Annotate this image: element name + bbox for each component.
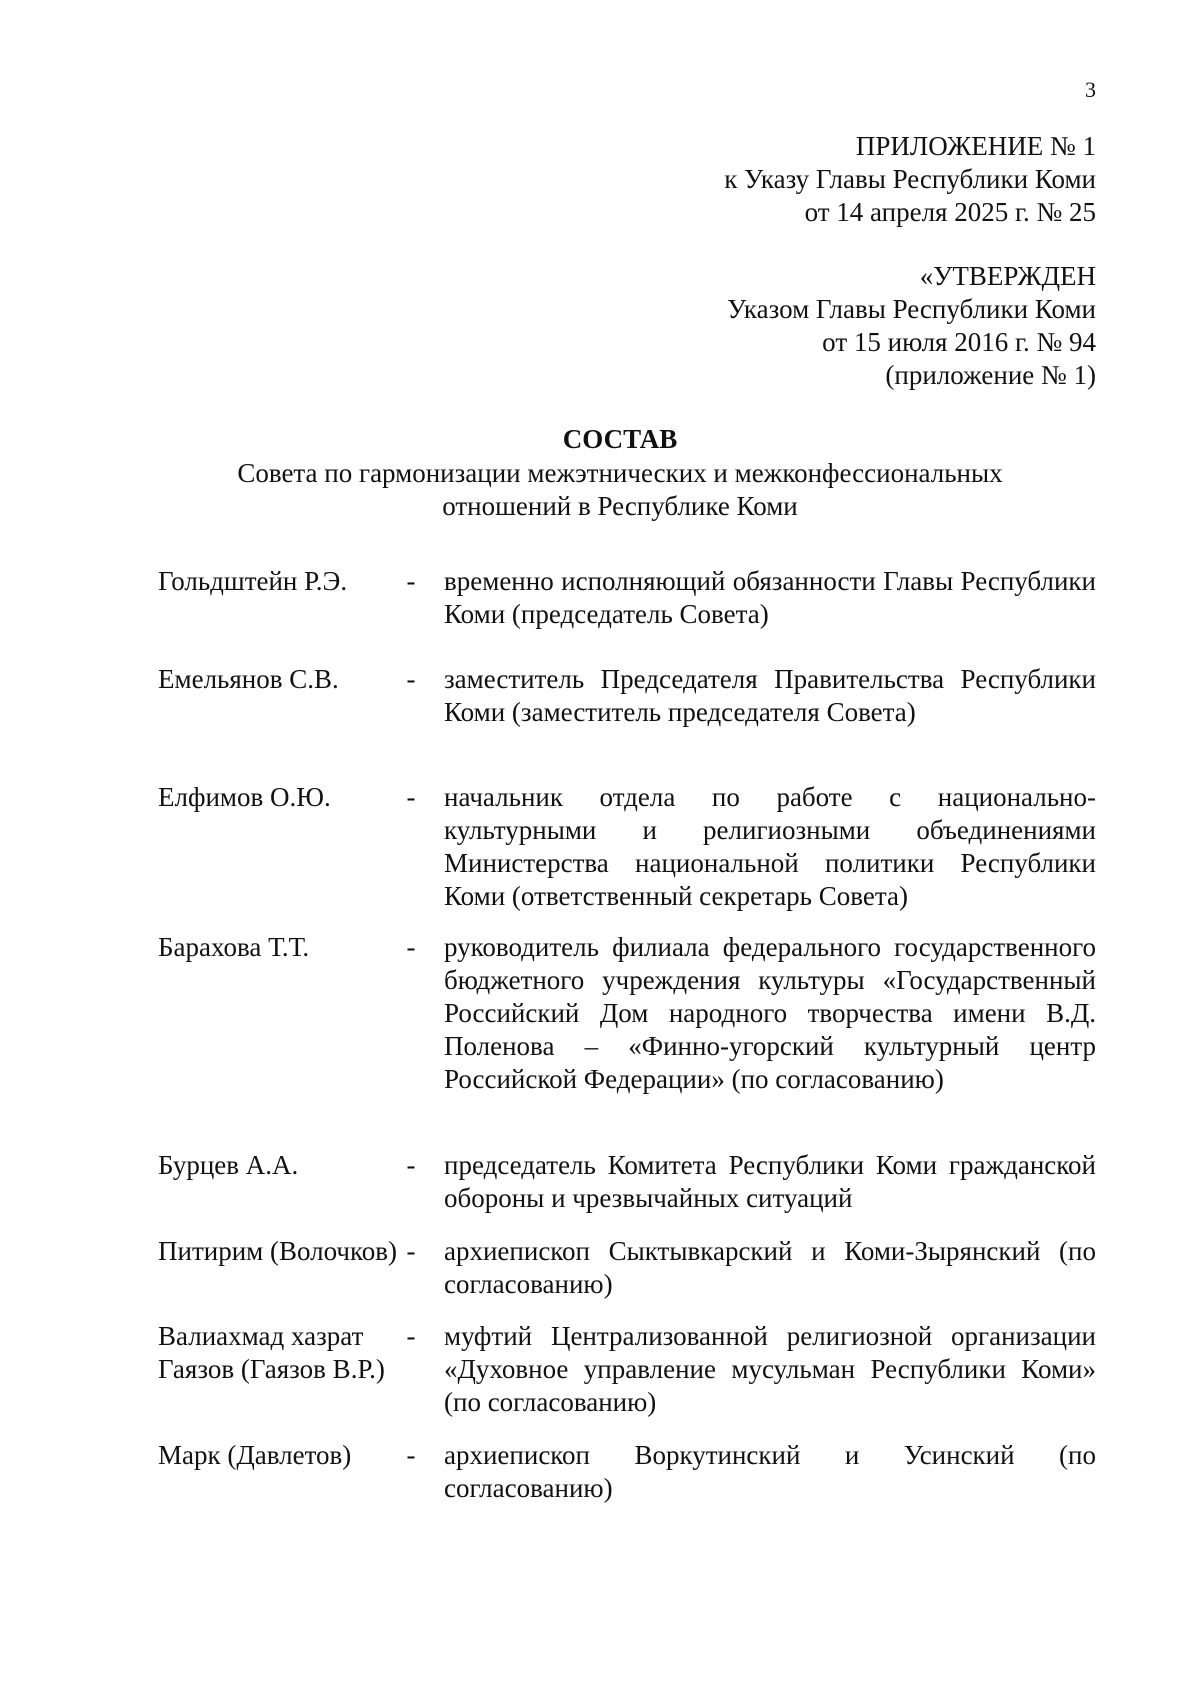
- member-name: Елфимов О.Ю.: [158, 782, 331, 812]
- subtitle-line-1: Совета по гармонизации межэтнических и межконфессиональных: [237, 458, 1003, 488]
- member-dash: -: [406, 1440, 416, 1470]
- member-dash: -: [406, 1150, 416, 1180]
- member-description: муфтий Централизованной религиозной организации «Духовное управление мусульман Республики Коми» (по согласованию): [444, 1321, 1096, 1417]
- member-description: архиепископ Воркутинский и Усинский (по согласованию): [444, 1440, 1096, 1503]
- member-description: временно исполняющий обязанности Главы Республики Коми (председатель Совета): [444, 566, 1096, 629]
- member-name: Бурцев А.А.: [158, 1150, 299, 1180]
- member-description: заместитель Председателя Правительства Республики Коми (заместитель председателя Совета): [444, 664, 1096, 727]
- approved-line-3: от 15 июля 2016 г. № 94: [822, 327, 1096, 357]
- document-title: СОСТАВ: [562, 424, 678, 454]
- member-name: Питирим (Волочков): [158, 1236, 397, 1266]
- approved-line-4: (приложение № 1): [885, 360, 1096, 390]
- member-description: архиепископ Сыктывкарский и Коми-Зырянский (по согласованию): [444, 1236, 1096, 1299]
- member-dash: -: [406, 566, 416, 596]
- member-dash: -: [406, 664, 416, 694]
- page-number: 3: [1085, 77, 1096, 102]
- member-name: Валиахмад хазрат Гаязов (Гаязов В.Р.): [158, 1321, 385, 1384]
- member-description: председатель Комитета Республики Коми гражданской обороны и чрезвычайных ситуаций: [444, 1150, 1096, 1213]
- appendix-line-2: к Указу Главы Республики Коми: [724, 164, 1096, 194]
- member-name: Гольдштейн Р.Э.: [158, 566, 348, 596]
- member-name: Марк (Давлетов): [158, 1440, 352, 1470]
- member-description: руководитель филиала федерального государственного бюджетного учреждения культуры «Государственный Российский Дом народного творчества имени В.Д. Поленова – «Финно-угорский культурный центр Российской Федерации» (по согласованию): [444, 932, 1096, 1094]
- appendix-line-3: от 14 апреля 2025 г. № 25: [804, 197, 1096, 227]
- member-dash: -: [406, 782, 416, 812]
- member-name: Емельянов С.В.: [158, 664, 339, 694]
- subtitle-line-2: отношений в Республике Коми: [442, 491, 798, 521]
- approved-line-1: «УТВЕРЖДЕН: [919, 261, 1096, 291]
- document-subtitle: [0, 457, 1200, 523]
- member-dash: -: [406, 1236, 416, 1266]
- appendix-line-1: ПРИЛОЖЕНИЕ № 1: [855, 131, 1096, 161]
- approved-header: [560, 260, 1096, 392]
- approved-line-2: Указом Главы Республики Коми: [727, 294, 1096, 324]
- member-name: Барахова Т.Т.: [158, 932, 310, 962]
- appendix-header: [560, 130, 1096, 229]
- member-dash: -: [406, 1321, 416, 1351]
- member-dash: -: [406, 932, 416, 962]
- member-description: начальник отдела по работе с национально-культурными и религиозными объединениями Министерства национальной политики Республики Коми (ответственный секретарь Совета): [444, 782, 1096, 911]
